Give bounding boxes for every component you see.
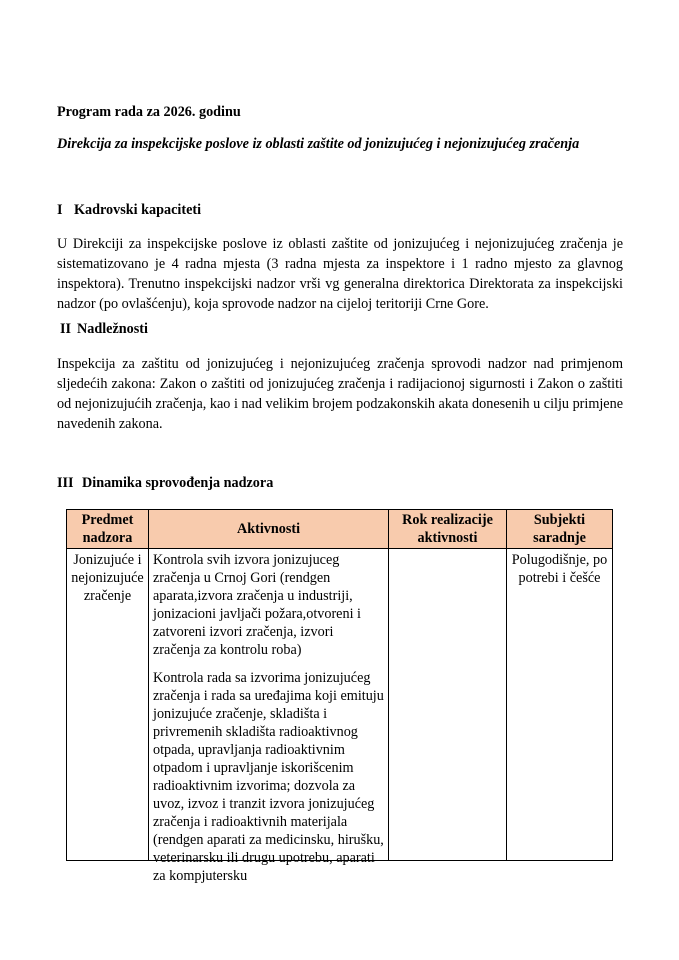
section-number-1: I xyxy=(57,202,63,218)
document-title: Program rada za 2026. godinu xyxy=(57,104,241,120)
header-subject: Predmet nadzora xyxy=(67,510,149,549)
cell-subject-text: Jonizujuće i nejonizujuće zračenje xyxy=(71,552,144,604)
table-header-row xyxy=(67,510,613,549)
table-row xyxy=(67,549,613,861)
section-title-1: Kadrovski kapaciteti xyxy=(74,202,202,218)
section-heading-2 xyxy=(60,320,626,338)
activities-wrap xyxy=(153,551,384,884)
header-activities: Aktivnosti xyxy=(149,510,389,549)
cell-partners-text: Polugodišnje, po potrebi i češće xyxy=(511,552,608,586)
cell-deadline xyxy=(389,549,507,861)
section-number-2: II xyxy=(60,321,72,337)
cell-partners xyxy=(507,549,613,861)
section-text-2: Inspekcija za zaštitu od jonizujućeg i nejonizujućeg zračenja sprovodi nadzor nad primjenom sljedećih zakona: Zakon o zaštiti od jonizujućeg zračenja i radijacionoj sigurnosti i Zakon o zaštiti od nejonizujućih zračenja, kao i nad velikim brojem podzakonskih akata donesenih u cilju primjene navedenih zakona. xyxy=(57,356,623,432)
header-partners: Subjekti saradnje xyxy=(507,510,613,549)
inspection-plan-table xyxy=(66,509,613,884)
header-deadline: Rok realizacije aktivnosti xyxy=(389,510,507,549)
section-heading-1 xyxy=(57,201,623,219)
section-heading-3 xyxy=(57,474,623,492)
activity-1: Kontrola svih izvora jonizujuceg zračenja u Crnoj Gori (rendgen aparata,izvora zračenja u industriji, jonizacioni javljači požara,otvoreni i zatvoreni izvori zračenja, izvori zračenja za kontrolu roba) xyxy=(153,552,361,658)
activity-2: Kontrola rada sa izvorima jonizujućeg zračenja i rada sa uređajima koji emituju jonizujuće zračenje, skladišta i privremenih skladišta radioaktivnog otpada, upravljanja radioaktivnim otpadom i upravljanje iskorišcenim radioaktivnim izvorima; dozvola za uvoz, izvoz i tranzit izvora jonizujućeg zračenja i radioaktivnih materijala (rendgen aparati za medicinsku, hirušku, veterinarsku ili drugu upotrebu, aparati za kompjutersku xyxy=(153,670,384,884)
section-text-1: U Direkciji za inspekcijske poslove iz oblasti zaštite od jonizujućeg i nejonizujućeg zračenja je sistematizovano je 4 radna mjesta (3 radna mjesta za inspektore i 1 radno mjesto za glavnog inspektora). Trenutno inspekcijski nadzor vrši vg generalna direktorica Direktorata za inspekcijski nadzor (po ovlašćenju), koja sprovode nadzor na cijeloj teritoriji Crne Gore. xyxy=(57,236,623,312)
section-number-3: III xyxy=(57,475,74,491)
section-title-2: Nadležnosti xyxy=(77,321,148,337)
cell-activities xyxy=(149,549,389,884)
document-subtitle: Direkcija za inspekcijske poslove iz oblasti zaštite od jonizujućeg i nejonizujućeg zračenja xyxy=(57,136,580,152)
section-title-3: Dinamika sprovođenja nadzora xyxy=(82,475,274,491)
cell-subject xyxy=(67,549,149,861)
